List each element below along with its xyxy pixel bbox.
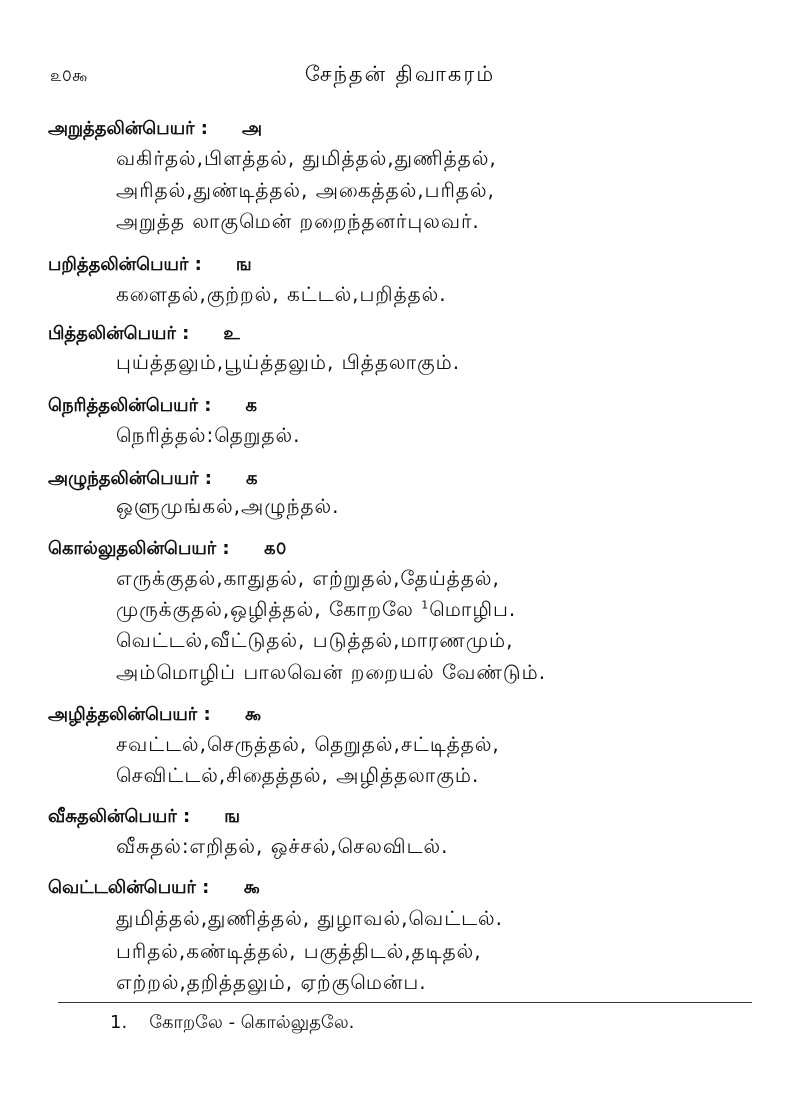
verse-line: துமித்தல்,துணித்தல், துழாவல்,வெட்டல். — [116, 906, 503, 930]
page-number: ௨௦௯ — [50, 66, 88, 86]
verse-line: வகிர்தல்,பிளத்தல், துமித்தல்,துணித்தல், — [116, 146, 497, 170]
entry-heading — [48, 118, 262, 141]
entry-heading — [48, 395, 257, 418]
entry-heading — [48, 704, 261, 727]
verse-line: ஒளுமுங்கல்,அழுந்தல். — [116, 494, 340, 518]
footnote-divider — [58, 1002, 752, 1003]
verse-line: அரிதல்,துண்டித்தல், அகைத்தல்,பரிதல், — [116, 178, 495, 202]
heading-text: நெரித்தலின்பெயர் : — [48, 395, 212, 416]
synonym-count: ங — [224, 806, 240, 827]
heading-text: அழுந்தலின்பெயர் : — [48, 468, 213, 489]
heading-text: வீசுதலின்பெயர் : — [48, 806, 191, 827]
synonym-count: ௯ — [243, 877, 261, 898]
heading-text: கொல்லுதலின்பெயர் : — [48, 538, 230, 559]
synonym-count: க — [245, 395, 257, 416]
footnote-number: 1. — [110, 1012, 128, 1033]
synonym-count: ௧௦ — [263, 538, 287, 559]
entry-heading — [48, 254, 252, 277]
verse-line: அறுத்த லாகுமென் றறைந்தனர்புலவர். — [116, 209, 480, 233]
verse-text: முருக்குதல்,ஒழித்தல், கோறலே — [116, 597, 414, 621]
footnote-marker: 1 — [421, 598, 430, 612]
footnote — [110, 1012, 354, 1035]
verse-line: அம்மொழிப் பாலவென் றறையல் வேண்டும். — [116, 660, 547, 684]
verse-line — [116, 597, 516, 624]
verse-line: செவிட்டல்,சிதைத்தல், அழித்தலாகும். — [116, 763, 480, 787]
entry-heading — [48, 877, 260, 900]
entry-heading — [48, 468, 258, 491]
synonym-count: ௯ — [244, 704, 262, 725]
verse-line: நெரித்தல்:தெறுதல். — [116, 423, 301, 447]
heading-text: பித்தலின்பெயர் : — [48, 323, 190, 344]
verse-line: வீசுதல்:எறிதல், ஒச்சல்,செலவிடல். — [116, 834, 449, 858]
running-title: சேந்தன் திவாகரம் — [304, 62, 496, 86]
entry-heading — [48, 323, 240, 346]
synonym-count: அ — [242, 118, 263, 139]
verse-line: பரிதல்,கண்டித்தல், பகுத்திடல்,தடிதல், — [116, 939, 482, 963]
heading-text: அறுத்தலின்பெயர் : — [48, 118, 208, 139]
heading-text: பறித்தலின்பெயர் : — [48, 254, 202, 275]
entry-heading — [48, 538, 286, 561]
verse-line: களைதல்,குற்றல், கட்டல்,பறித்தல். — [116, 282, 447, 306]
footnote-text: கோறலே - கொல்லுதலே. — [149, 1012, 355, 1033]
verse-line: புய்த்தலும்,பூய்த்தலும், பித்தலாகும். — [116, 350, 461, 374]
synonym-count: க — [246, 468, 258, 489]
entry-heading — [48, 806, 240, 829]
verse-line: சவட்டல்,செருத்தல், தெறுதல்,சட்டித்தல், — [116, 732, 500, 756]
verse-text: மொழிப. — [429, 597, 517, 621]
verse-line: வெட்டல்,வீட்டுதல், படுத்தல்,மாரணமும், — [116, 628, 514, 652]
synonym-count: ங — [235, 254, 252, 275]
verse-line: எருக்குதல்,காதுதல், எற்றுதல்,தேய்த்தல், — [116, 566, 500, 590]
verse-line: எற்றல்,தறித்தலும், ஏற்குமென்ப. — [116, 970, 427, 994]
heading-text: அழித்தலின்பெயர் : — [48, 704, 211, 725]
heading-text: வெட்டலின்பெயர் : — [48, 877, 210, 898]
synonym-count: உ — [223, 323, 240, 344]
